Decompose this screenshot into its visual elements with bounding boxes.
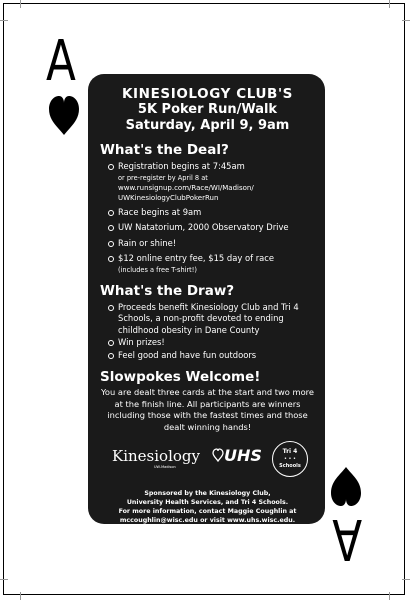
- list-item: [108, 161, 315, 203]
- tri4schools-top: Tri 4: [282, 448, 298, 456]
- list-item: [108, 207, 315, 219]
- sponsor-logos: [100, 443, 315, 479]
- heart-icon: [330, 465, 362, 507]
- crop-mark: [389, 0, 390, 8]
- list-item: Proceeds benefit Kinesiology Club and Tri 4 Schools, a non-profit devoted to ending childhood obesity in Dane County: [108, 302, 315, 337]
- kinesiology-logo-sub: UW-Madison: [154, 465, 176, 470]
- uhs-heart-icon: [212, 448, 224, 462]
- crop-mark: [402, 20, 410, 21]
- tri4schools-logo: [272, 441, 308, 477]
- location-text: UW Natatorium, 2000 Observatory Drive: [118, 222, 289, 232]
- event-date: Saturday, April 9, 9am: [125, 118, 290, 133]
- footer-line: University Health Services, and Tri 4 Schools.: [126, 499, 289, 507]
- uhs-logo-text: UHS: [224, 446, 262, 466]
- list-item: Win prizes!: [108, 337, 315, 349]
- sponsor-footer: [100, 489, 315, 525]
- footer-line: Sponsored by the Kinesiology Club,: [144, 490, 271, 498]
- deal-heading: What's the Deal?: [100, 142, 229, 158]
- heart-icon: [48, 95, 80, 137]
- flyer-panel: [88, 74, 325, 524]
- fee-text: $12 online entry fee, $15 day of race: [118, 253, 275, 263]
- tri4schools-mid: • • •: [283, 456, 297, 463]
- tshirt-text: (includes a free T-shirt!): [118, 265, 197, 274]
- crop-mark: [0, 20, 8, 21]
- list-item: [108, 253, 315, 275]
- rain-text: Rain or shine!: [118, 237, 177, 248]
- crop-mark: [20, 0, 21, 8]
- registration-url[interactable]: www.runsignup.com/Race/WI/Madison/: [118, 183, 254, 192]
- list-item: [108, 222, 315, 234]
- kinesiology-logo: Kinesiology: [112, 447, 200, 466]
- crop-mark: [0, 579, 8, 580]
- card-rank-top: A: [46, 29, 76, 94]
- list-item: Feel good and have fun outdoors: [108, 350, 315, 362]
- slowpokes-text: You are dealt three cards at the start and two more at the finish line. All participants are winners including those with the fastest times and those dealt winning hands!: [100, 387, 315, 432]
- draw-heading: What's the Draw?: [100, 282, 235, 299]
- footer-contact[interactable]: mccoughlin@wisc.edu or visit www.uhs.wisc.edu.: [119, 517, 296, 525]
- crop-mark: [402, 579, 410, 580]
- draw-list: [100, 302, 315, 362]
- crop-mark: [389, 592, 390, 600]
- deal-list: [100, 161, 315, 275]
- crop-mark: [20, 592, 21, 600]
- card-rank-bottom: A: [331, 506, 362, 571]
- club-name: KINESIOLOGY CLUB'S: [121, 86, 294, 102]
- registration-url-cont[interactable]: UWKinesiologyClubPokerRun: [118, 193, 219, 202]
- list-item: [108, 238, 315, 250]
- footer-line: For more information, contact Maggie Coughlin at: [118, 508, 297, 516]
- event-name: 5K Poker Run/Walk: [137, 102, 278, 117]
- preregister-text: or pre-register by April 8 at: [118, 173, 208, 182]
- registration-text: Registration begins at 7:45am: [118, 161, 245, 171]
- uhs-logo: [212, 446, 262, 465]
- slowpokes-heading: Slowpokes Welcome!: [100, 369, 261, 385]
- tri4schools-bottom: Schools: [279, 463, 301, 470]
- race-start-text: Race begins at 9am: [118, 206, 202, 217]
